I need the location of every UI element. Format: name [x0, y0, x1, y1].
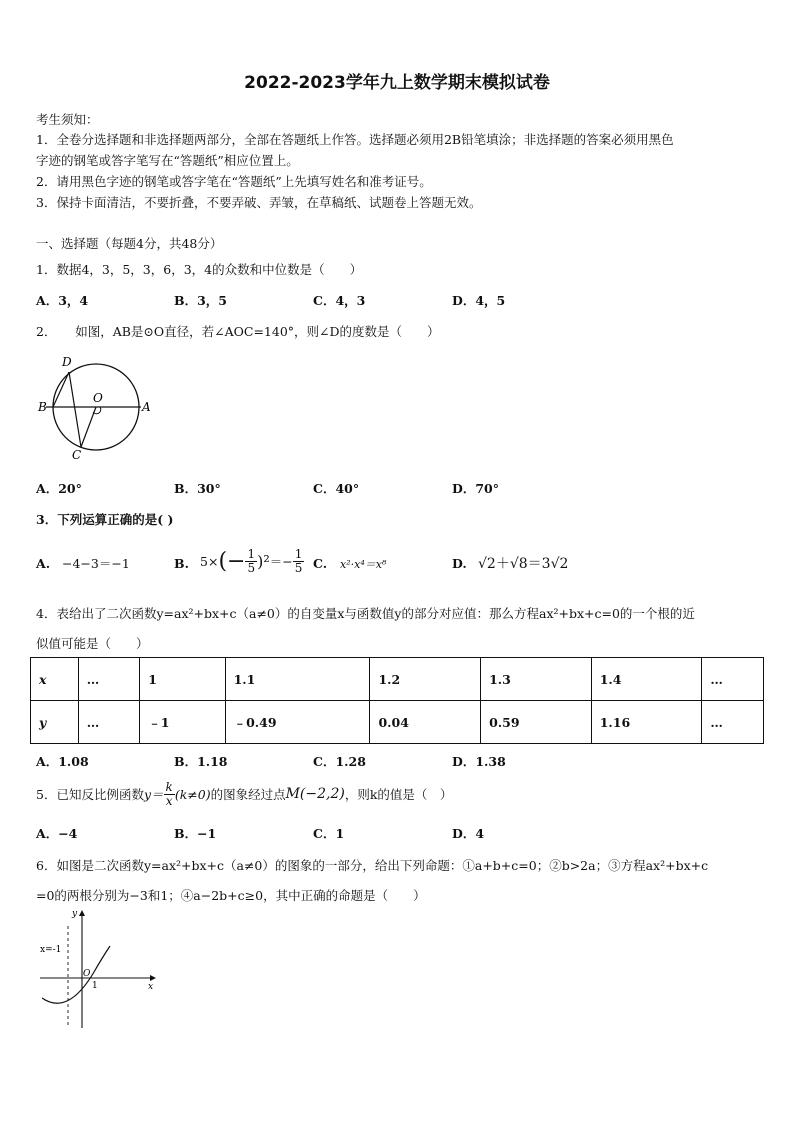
q5-stem-b: 的图象经过点 — [210, 787, 286, 802]
q5-option-d: D．4 — [452, 826, 485, 841]
table-cell: 0.04 — [370, 701, 481, 744]
x-axis-arrow — [150, 975, 156, 981]
q5-stem-a: 5．已知反比例函数 — [36, 787, 144, 802]
q3-b-rden: 5 — [294, 560, 303, 575]
table-cell: 1.3 — [481, 658, 592, 701]
q3-letter-c: C. — [313, 556, 328, 571]
notice-item: 2．请用黑色字迹的钢笔或答字笔在“答题纸”上先填写姓名和准考证号。 — [36, 174, 432, 189]
q4-stem-line2: 似值可能是（ ） — [36, 636, 149, 651]
q4-value-table — [30, 657, 764, 744]
q6-parabola-figure — [36, 906, 160, 1032]
q5-fraction — [164, 781, 175, 808]
table-row — [31, 658, 764, 701]
table-cell: … — [702, 658, 764, 701]
q1-option-b: B．3，5 — [174, 293, 227, 308]
table-cell: 1.4 — [591, 658, 702, 701]
q2-option-c: C．40° — [313, 481, 360, 496]
q3-letter-d: D. — [452, 556, 467, 571]
table-cell: 0.59 — [481, 701, 592, 744]
table-cell: … — [78, 701, 140, 744]
q3-option-c: x²·x⁴＝x⁸ — [340, 558, 387, 571]
q3-b-result-fraction — [293, 548, 305, 575]
q3-b-rnum: 1 — [294, 546, 303, 561]
q2-option-a: A．20° — [36, 481, 82, 496]
q5-y-eq: y＝ — [143, 787, 164, 802]
q5-point: M(−2,2) — [285, 786, 345, 802]
q3-option-d: √2＋√8＝3√2 — [478, 556, 569, 572]
q5-stem-c: ，则k的值是（ ） — [344, 787, 453, 802]
table-cell: x — [31, 658, 79, 701]
label-x: x — [148, 982, 154, 992]
q5-x: x — [165, 793, 173, 808]
label-origin: O — [83, 969, 91, 979]
table-cell: 1.16 — [591, 701, 702, 744]
label-b: B — [38, 400, 47, 414]
q2-stem: 2． 如图，AB是⊙O直径，若∠AOC=140°，则∠D的度数是（ ） — [36, 324, 440, 339]
label-c: C — [72, 448, 82, 460]
q3-letter-a: A. — [36, 556, 51, 571]
q3-option-b — [200, 541, 304, 581]
notice-heading: 考生须知： — [36, 112, 99, 127]
q4-option-d: D．1.38 — [452, 754, 506, 769]
q1-stem: 1．数据4，3，5，3，6，3，4的众数和中位数是（ ） — [36, 262, 363, 277]
table-cell: y — [31, 701, 79, 744]
section-heading: 一、选择题（每题4分，共48分） — [36, 236, 223, 251]
q3-b-left: 5× — [200, 553, 219, 569]
q3-b-fraction — [245, 548, 257, 575]
q3-b-paren-open: (− — [218, 548, 246, 574]
q5-stem — [36, 776, 452, 812]
q4-option-b: B．1.18 — [174, 754, 228, 769]
notice-item: 3．保持卡面清洁，不要折叠，不要弄破、弄皱，在草稿纸、试题卷上答题无效。 — [36, 195, 482, 210]
label-d: D — [62, 355, 72, 369]
q3-stem: 3．下列运算正确的是( ) — [36, 512, 174, 527]
chord-db — [53, 372, 69, 407]
q5-option-b: B．−1 — [174, 826, 217, 841]
table-cell: 1.2 — [370, 658, 481, 701]
q3-letter-b: B. — [174, 556, 189, 571]
q1-option-a: A．3，4 — [36, 293, 89, 308]
table-cell: 1 — [140, 658, 225, 701]
q3-option-a: −4−3＝−1 — [62, 556, 130, 571]
table-cell: … — [702, 701, 764, 744]
label-a: A — [142, 400, 151, 414]
table-cell: ﹣0.49 — [225, 701, 370, 744]
chord-dc — [69, 372, 81, 447]
q1-option-d: D．4，5 — [452, 293, 506, 308]
q2-option-b: B．30° — [174, 481, 221, 496]
label-y: y — [72, 909, 78, 919]
table-cell: ﹣1 — [140, 701, 225, 744]
q5-k: k — [165, 779, 173, 794]
q4-stem-line1: 4．表给出了二次函数y=ax²+bx+c（a≠0）的自变量x与函数值y的部分对应值：那么方程ax²+bx+c=0的一个根的近 — [36, 606, 695, 621]
q3-b-paren-close: )² — [257, 551, 270, 571]
table-row — [31, 701, 764, 744]
table-cell: 1.1 — [225, 658, 370, 701]
q3-b-eq: ＝− — [269, 554, 293, 569]
q5-option-c: C．1 — [313, 826, 345, 841]
q6-stem-line1: 6．如图是二次函数y=ax²+bx+c（a≠0）的图象的一部分，给出下列命题：①a+b+c=0；②b>2a；③方程ax²+bx+c — [36, 858, 709, 873]
q1-option-c: C．4，3 — [313, 293, 366, 308]
label-one: 1 — [92, 981, 98, 991]
page-title: 2022-2023学年九上数学期末模拟试卷 — [244, 73, 550, 93]
q4-option-a: A．1.08 — [36, 754, 89, 769]
q6-stem-line2: =0的两根分别为−3和1；④a−2b+c≥0，其中正确的命题是（ ） — [36, 888, 426, 903]
table-cell: … — [78, 658, 140, 701]
q2-circle-figure — [36, 350, 156, 460]
notice-item: 1．全卷分选择题和非选择题两部分，全部在答题纸上作答。选择题必须用2B铅笔填涂；非选择题的答案必须用黑色 — [36, 132, 674, 147]
q2-option-d: D．70° — [452, 481, 499, 496]
label-o: O — [93, 391, 103, 405]
y-axis-arrow — [79, 910, 85, 916]
q3-b-den: 5 — [247, 560, 256, 575]
notice-item: 字迹的钢笔或答字笔写在“答题纸”相应位置上。 — [36, 153, 299, 168]
label-axis-eq: x=-1 — [40, 945, 62, 955]
q5-cond: (k≠0) — [174, 786, 211, 802]
q3-b-num: 1 — [247, 546, 256, 561]
q4-option-c: C．1.28 — [313, 754, 366, 769]
q5-option-a: A．−4 — [36, 826, 78, 841]
